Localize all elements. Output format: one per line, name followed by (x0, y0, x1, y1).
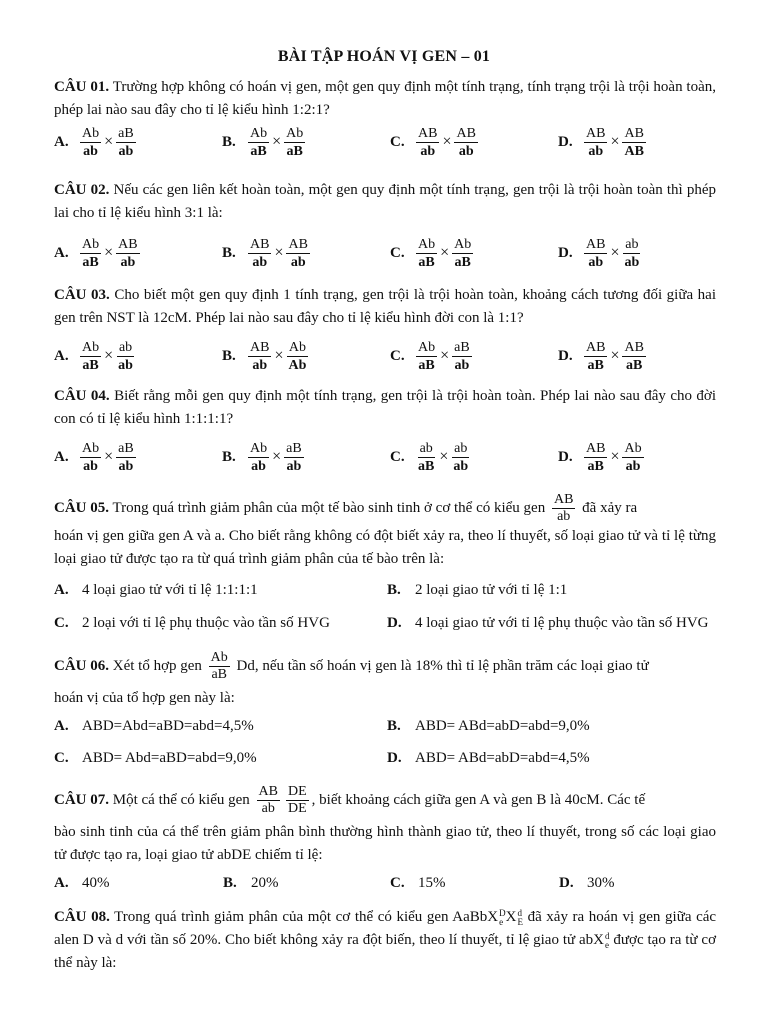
fraction-denominator: aB (211, 667, 228, 682)
option-b[interactable] (222, 231, 310, 275)
genotype-fraction (248, 125, 269, 160)
option-letter: D. (558, 244, 573, 261)
fraction-denominator: ab (290, 254, 306, 270)
fraction-denominator: ab (252, 357, 268, 373)
option-letter: D. (558, 347, 573, 364)
fraction-denominator: ab (118, 357, 133, 373)
fraction-numerator: Ab (624, 440, 642, 456)
option-letter: A. (54, 448, 69, 465)
option-letter: A. (54, 133, 69, 150)
fraction-numerator: aB (454, 339, 470, 355)
genotype-fraction (116, 440, 136, 475)
options-q2 (54, 231, 734, 275)
allele-sub: e (605, 939, 610, 950)
option-text: 15% (418, 875, 446, 891)
times-sign: × (274, 244, 284, 261)
fraction-denominator: aB (250, 143, 267, 159)
fraction-denominator: AB (624, 143, 644, 159)
fraction-numerator: ab (454, 440, 468, 456)
times-sign: × (442, 133, 452, 150)
times-sign: × (104, 244, 114, 261)
fraction-numerator: Ab (82, 440, 100, 456)
option-a[interactable] (54, 718, 254, 735)
fraction-denominator: ab (261, 801, 275, 816)
option-letter: C. (54, 750, 69, 766)
question-text: Nếu các gen liên kết hoàn toàn, một gen quy định một tính trạng, gen trội là trội hoàn toàn thì phép lai cho tỉ lệ kiểu hình 3:1 là: (54, 182, 717, 221)
fraction-denominator: aB (418, 458, 435, 474)
options-q5 (54, 582, 754, 642)
times-sign: × (272, 448, 282, 465)
option-b[interactable] (222, 435, 304, 479)
fraction-denominator: ab (454, 357, 470, 373)
fraction-denominator: ab (251, 458, 266, 474)
fraction-denominator: ab (118, 458, 134, 474)
option-letter: A. (54, 244, 69, 261)
option-letter: C. (390, 347, 405, 364)
times-sign: × (439, 448, 449, 465)
times-sign: × (104, 347, 114, 364)
option-b[interactable] (387, 718, 590, 735)
fraction-numerator: Ab (286, 125, 304, 141)
question-text-rest: giữa các alen D và d với tần số 20%. Cho biết không xảy ra đột biến, theo lí thuyết, tỉ lệ giao tử abX (54, 909, 717, 948)
fraction-numerator: Ab (82, 339, 100, 355)
genotype-fraction (80, 440, 101, 475)
question-label: CÂU 04. (54, 388, 110, 404)
question-label: CÂU 02. (54, 182, 110, 198)
question-text-cont: Dd, nếu tần số hoán vị gen là 18% thì tỉ lệ phần trăm các loại giao tử (236, 657, 649, 674)
genotype-fraction (248, 236, 271, 271)
genotype-fraction (80, 339, 101, 374)
option-d[interactable] (387, 615, 709, 632)
option-text: 40% (82, 875, 110, 891)
fraction-numerator: AB (288, 236, 308, 252)
option-c[interactable] (390, 334, 472, 378)
fraction-denominator: aB (454, 254, 471, 270)
fraction-denominator: aB (286, 143, 303, 159)
option-a[interactable] (54, 231, 140, 275)
times-sign: × (104, 448, 114, 465)
option-text: ABD= ABd=abD=abd=4,5% (415, 750, 590, 766)
genotype-fraction (416, 236, 437, 271)
question-5 (54, 492, 716, 571)
question-text: Một cá thể có kiểu gen (112, 791, 250, 808)
option-b[interactable] (223, 875, 279, 892)
fraction-numerator: Ab (418, 236, 436, 252)
option-c[interactable] (390, 875, 446, 892)
fraction-numerator: AB (586, 125, 606, 141)
option-letter: D. (559, 875, 574, 891)
option-b[interactable] (222, 334, 308, 378)
option-c[interactable] (390, 435, 470, 479)
fraction-denominator: ab (120, 254, 136, 270)
genotype-fraction-1 (257, 784, 280, 817)
option-letter: B. (387, 718, 401, 734)
question-text-rest: bào sinh tinh của cá thể trên giảm phân bình thường hình thành giao tử, theo lí thuyết, trong số các loại giao tử được tạo ra, loại giao tử abDE chiếm tỉ lệ: (54, 824, 716, 863)
option-d[interactable] (387, 750, 590, 767)
question-text: Cho biết một gen quy định 1 tính trạng, gen trội là trội hoàn toàn, khoảng cách tương đối giữa hai gen trên NST là 12cM. Phép lai nào sau đây cho tỉ lệ kiểu hình đời con là 1:1? (54, 287, 716, 326)
option-b[interactable] (387, 582, 567, 599)
genotype-fraction (584, 125, 607, 160)
option-text: 30% (587, 875, 615, 891)
question-1 (54, 76, 716, 122)
fraction-numerator: Ab (418, 339, 436, 355)
fraction-numerator: Ab (82, 236, 100, 252)
times-sign: × (610, 244, 620, 261)
option-letter: C. (390, 448, 405, 465)
fraction-numerator: AB (586, 339, 606, 355)
question-text-cont: đã xảy ra (582, 499, 638, 516)
times-sign: × (610, 347, 620, 364)
fraction-denominator: ab (420, 143, 436, 159)
fraction-numerator: Ab (288, 339, 306, 355)
genotype-fraction (416, 125, 439, 160)
option-letter: A. (54, 875, 69, 891)
option-letter: B. (222, 133, 236, 150)
genotype-fraction (80, 125, 101, 160)
option-d[interactable] (559, 875, 615, 892)
option-text: 4 loại giao tử với tỉ lệ 1:1:1:1 (82, 582, 258, 598)
fraction-denominator: aB (82, 254, 99, 270)
genotype-fraction (452, 236, 473, 271)
question-text-rest: hoán vị của tổ hợp gen này là: (54, 690, 235, 706)
question-text: Trong quá trình giảm phân của một cơ thể có kiểu gen AaBbX (114, 909, 499, 925)
option-c[interactable] (390, 120, 478, 164)
fraction-numerator: ab (419, 440, 433, 456)
question-text: Xét tổ hợp gen (112, 657, 202, 674)
fraction-denominator: ab (458, 143, 474, 159)
fraction-numerator: Ab (210, 650, 228, 665)
fraction-numerator: AB (456, 125, 476, 141)
fraction-numerator: Ab (454, 236, 472, 252)
option-text: ABD= ABd=abD=abd=9,0% (415, 718, 590, 734)
question-text-cont: , biết khoảng cách giữa gen A và gen B là 40cM. Các tế (311, 791, 646, 808)
question-3 (54, 284, 716, 330)
option-c[interactable] (54, 615, 330, 632)
times-sign: × (272, 133, 282, 150)
option-letter: D. (558, 133, 573, 150)
genotype-fraction (286, 339, 308, 374)
allele-superscript-subscript (517, 909, 523, 927)
genotype-fraction (416, 440, 436, 475)
fraction-denominator: aB (626, 357, 643, 373)
genotype-fraction (286, 236, 309, 271)
fraction-numerator: Ab (250, 440, 268, 456)
option-letter: C. (390, 133, 405, 150)
genotype-fraction (622, 236, 641, 271)
option-letter: C. (54, 615, 69, 631)
fraction-denominator: ab (118, 143, 134, 159)
option-a[interactable] (54, 120, 136, 164)
fraction-denominator: Ab (288, 357, 307, 373)
fraction-denominator: ab (252, 254, 268, 270)
question-label: CÂU 03. (54, 287, 110, 303)
fraction-denominator: DE (288, 801, 307, 816)
option-letter: D. (387, 750, 402, 766)
genotype-fraction (116, 125, 136, 160)
fraction-denominator: ab (624, 254, 640, 270)
fraction-numerator: AB (586, 440, 606, 456)
times-sign: × (274, 347, 284, 364)
option-letter: A. (54, 347, 69, 364)
option-d[interactable] (558, 334, 646, 378)
fraction-numerator: AB (586, 236, 606, 252)
fraction-denominator: ab (625, 458, 641, 474)
fraction-denominator: ab (588, 254, 604, 270)
option-letter: A. (54, 582, 69, 598)
option-c[interactable] (54, 750, 257, 767)
fraction-numerator: aB (118, 440, 134, 456)
option-letter: B. (387, 582, 401, 598)
question-text-end: được tạo ra từ cơ thể này là: (54, 932, 717, 971)
fraction-numerator: AB (624, 125, 644, 141)
genotype-fraction (284, 440, 304, 475)
genotype-fraction (552, 492, 575, 525)
question-label: CÂU 05. (54, 499, 109, 516)
fraction-numerator: Ab (82, 125, 100, 141)
allele-sup: D (499, 907, 506, 918)
fraction-numerator: AB (118, 236, 138, 252)
option-text: 2 loại giao tử với tỉ lệ 1:1 (415, 582, 568, 598)
allele-sup: d (517, 907, 522, 918)
question-6 (54, 650, 716, 710)
option-c[interactable] (390, 231, 473, 275)
question-text-cont: đã xảy ra hoán vị gen (527, 909, 661, 925)
chromosome-x: X (505, 909, 517, 925)
genotype-fraction (116, 339, 135, 374)
question-2 (54, 179, 716, 225)
genotype-fraction (80, 236, 101, 271)
genotype-fraction (284, 125, 305, 160)
options-q4 (54, 435, 734, 479)
option-a[interactable] (54, 582, 258, 599)
genotype-fraction (454, 125, 477, 160)
times-sign: × (440, 347, 450, 364)
option-a[interactable] (54, 435, 136, 479)
fraction-numerator: AB (250, 236, 270, 252)
genotype-fraction (622, 125, 645, 160)
fraction-numerator: aB (118, 125, 134, 141)
options-q7 (54, 875, 754, 897)
question-text: Trong quá trình giảm phân của một tế bào sinh tinh ở cơ thể có kiểu gen (112, 499, 546, 516)
genotype-fraction (416, 339, 437, 374)
question-label: CÂU 07. (54, 791, 109, 808)
times-sign: × (610, 448, 620, 465)
options-q1 (54, 120, 734, 164)
option-letter: B. (222, 448, 236, 465)
genotype-fraction (622, 440, 643, 475)
option-d[interactable] (558, 231, 641, 275)
genotype-fraction (584, 236, 607, 271)
genotype-fraction (451, 440, 470, 475)
fraction-numerator: AB (258, 784, 278, 799)
genotype-fraction (248, 440, 269, 475)
question-label: CÂU 08. (54, 909, 110, 925)
fraction-denominator: aB (82, 357, 99, 373)
times-sign: × (440, 244, 450, 261)
fraction-numerator: DE (288, 784, 307, 799)
fraction-numerator: aB (286, 440, 302, 456)
option-d[interactable] (558, 435, 644, 479)
times-sign: × (610, 133, 620, 150)
fraction-denominator: aB (418, 357, 435, 373)
option-b[interactable] (222, 120, 305, 164)
fraction-denominator: ab (588, 143, 604, 159)
question-label: CÂU 01. (54, 79, 110, 95)
option-text: 20% (251, 875, 279, 891)
question-4 (54, 385, 716, 431)
fraction-numerator: AB (624, 339, 644, 355)
question-label: CÂU 06. (54, 657, 109, 674)
options-q3 (54, 334, 734, 378)
option-a[interactable] (54, 875, 110, 892)
option-a[interactable] (54, 334, 135, 378)
fraction-denominator: ab (83, 143, 98, 159)
option-letter: D. (387, 615, 402, 631)
fraction-numerator: AB (553, 492, 574, 507)
allele-sub: e (499, 916, 504, 927)
option-letter: B. (222, 244, 236, 261)
fraction-denominator: ab (83, 458, 98, 474)
genotype-fraction-2 (286, 784, 309, 817)
allele-superscript-subscript (605, 932, 610, 950)
option-text: ABD=Abd=aBD=abd=4,5% (82, 718, 254, 734)
fraction-denominator: ab (286, 458, 302, 474)
fraction-denominator: aB (418, 254, 435, 270)
question-text: Trường hợp không có hoán vị gen, một gen quy định một tính trạng, tính trạng trội là trội hoàn toàn, phép lai nào sau đây cho tỉ lệ kiểu hình 1:2:1? (54, 79, 717, 118)
option-text: 4 loại giao tử với tỉ lệ phụ thuộc vào tần số HVG (415, 615, 709, 631)
genotype-fraction (622, 339, 645, 374)
allele-sup: d (605, 930, 610, 941)
option-letter: C. (390, 875, 405, 891)
option-letter: C. (390, 244, 405, 261)
fraction-numerator: AB (418, 125, 438, 141)
question-text-rest: hoán vị gen giữa gen A và a. Cho biết rằng không có đột biết xảy ra, theo lí thuyết, số loại giao tử và tỉ lệ từng loại giao tử được tạo ra từ quá trình giảm phân của tế bào trên là: (54, 528, 716, 567)
option-letter: A. (54, 718, 69, 734)
question-7 (54, 784, 716, 867)
question-8 (54, 906, 716, 975)
times-sign: × (104, 133, 114, 150)
option-text: 2 loại với tỉ lệ phụ thuộc vào tần số HVG (82, 615, 330, 631)
fraction-numerator: ab (625, 236, 639, 252)
fraction-denominator: ab (453, 458, 469, 474)
genotype-fraction (116, 236, 139, 271)
option-letter: D. (558, 448, 573, 465)
page-title: BÀI TẬP HOÁN VỊ GEN – 01 (277, 48, 491, 65)
fraction-numerator: ab (118, 339, 133, 355)
option-letter: B. (222, 347, 236, 364)
fraction-numerator: AB (250, 339, 270, 355)
allele-sub: E (517, 916, 523, 927)
fraction-numerator: Ab (250, 125, 268, 141)
genotype-fraction (209, 650, 230, 683)
genotype-fraction (584, 339, 607, 374)
genotype-fraction (584, 440, 607, 475)
option-text: ABD= Abd=aBD=abd=9,0% (82, 750, 257, 766)
fraction-denominator: ab (557, 509, 571, 524)
genotype-fraction (452, 339, 472, 374)
option-letter: B. (223, 875, 237, 891)
fraction-denominator: aB (587, 357, 604, 373)
question-text: Biết rằng mỗi gen quy định một tính trạng, gen trội là trội hoàn toàn. Phép lai nào sau đây cho đời con có tỉ lệ kiểu hình 1:1:1:1? (54, 388, 716, 427)
options-q6 (54, 718, 754, 778)
fraction-denominator: aB (587, 458, 604, 474)
option-d[interactable] (558, 120, 646, 164)
genotype-fraction (248, 339, 271, 374)
